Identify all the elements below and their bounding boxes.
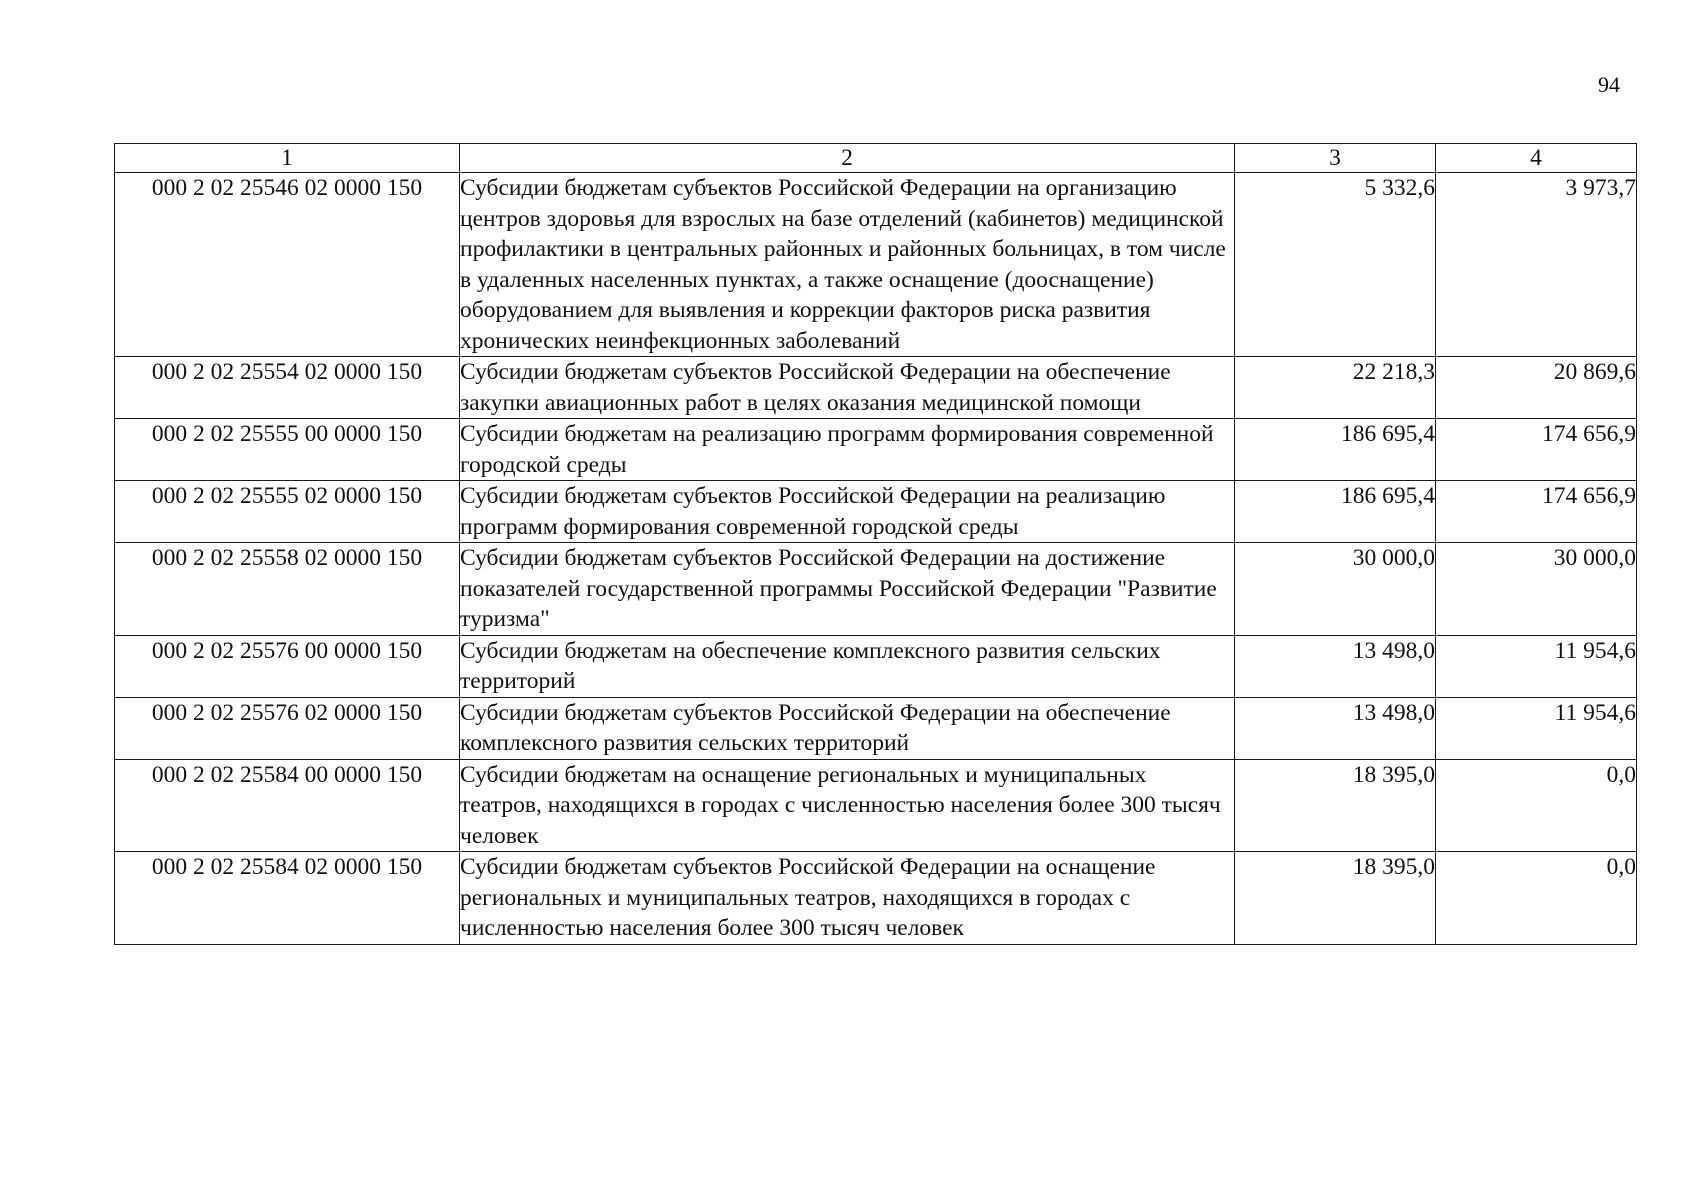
row-description: Субсидии бюджетам субъектов Российской Федерации на оснащение региональных и муниципальных театров, находящихся в городах с численностью населения более 300 тысяч человек [460,852,1235,945]
row-code: 000 2 02 25555 00 0000 150 [115,419,460,481]
row-col3-value: 30 000,0 [1235,543,1436,636]
row-col4-value: 30 000,0 [1436,543,1637,636]
table-row [115,419,1637,481]
table-row [115,697,1637,759]
row-col4-value: 11 954,6 [1436,635,1637,697]
table-header-row [115,144,1637,173]
row-description: Субсидии бюджетам субъектов Российской Федерации на обеспечение комплексного развития сельских территорий [460,697,1235,759]
row-col3-value: 5 332,6 [1235,173,1436,357]
header-col-3: 3 [1235,144,1436,173]
row-code: 000 2 02 25554 02 0000 150 [115,357,460,419]
row-col3-value: 18 395,0 [1235,852,1436,945]
row-col3-value: 13 498,0 [1235,697,1436,759]
table-row [115,759,1637,852]
header-col-4: 4 [1436,144,1637,173]
row-col4-value: 174 656,9 [1436,419,1637,481]
row-code: 000 2 02 25576 02 0000 150 [115,697,460,759]
header-col-1: 1 [115,144,460,173]
row-col3-value: 13 498,0 [1235,635,1436,697]
row-description: Субсидии бюджетам на реализацию программ формирования современной городской среды [460,419,1235,481]
row-code: 000 2 02 25546 02 0000 150 [115,173,460,357]
row-description: Субсидии бюджетам субъектов Российской Федерации на обеспечение закупки авиационных работ в целях оказания медицинской помощи [460,357,1235,419]
row-col4-value: 3 973,7 [1436,173,1637,357]
row-col4-value: 0,0 [1436,852,1637,945]
row-description: Субсидии бюджетам на оснащение региональных и муниципальных театров, находящихся в городах с численностью населения более 300 тысяч человек [460,759,1235,852]
row-col3-value: 22 218,3 [1235,357,1436,419]
table-row [115,635,1637,697]
table-row [115,543,1637,636]
page-number: 94 [1598,72,1620,97]
table-row [115,173,1637,357]
row-description: Субсидии бюджетам субъектов Российской Федерации на реализацию программ формирования современной городской среды [460,481,1235,543]
table-row [115,481,1637,543]
row-col4-value: 174 656,9 [1436,481,1637,543]
row-description: Субсидии бюджетам субъектов Российской Федерации на организацию центров здоровья для взрослых на базе отделений (кабинетов) медицинской профилактики в центральных районных и районных больницах, в том числе в удаленных населенных пунктах, а также оснащение (дооснащение) оборудованием для выявления и коррекции факторов риска развития хронических неинфекционных заболеваний [460,173,1235,357]
row-description: Субсидии бюджетам субъектов Российской Федерации на достижение показателей государственной программы Российской Федерации "Развитие туризма" [460,543,1235,636]
row-code: 000 2 02 25555 02 0000 150 [115,481,460,543]
row-code: 000 2 02 25584 00 0000 150 [115,759,460,852]
row-code: 000 2 02 25576 00 0000 150 [115,635,460,697]
row-code: 000 2 02 25558 02 0000 150 [115,543,460,636]
row-col3-value: 186 695,4 [1235,419,1436,481]
budget-table [114,143,1637,945]
table-row [115,852,1637,945]
table-row [115,357,1637,419]
header-col-2: 2 [460,144,1235,173]
row-col4-value: 11 954,6 [1436,697,1637,759]
row-description: Субсидии бюджетам на обеспечение комплексного развития сельских территорий [460,635,1235,697]
row-code: 000 2 02 25584 02 0000 150 [115,852,460,945]
row-col4-value: 0,0 [1436,759,1637,852]
row-col4-value: 20 869,6 [1436,357,1637,419]
row-col3-value: 18 395,0 [1235,759,1436,852]
row-col3-value: 186 695,4 [1235,481,1436,543]
